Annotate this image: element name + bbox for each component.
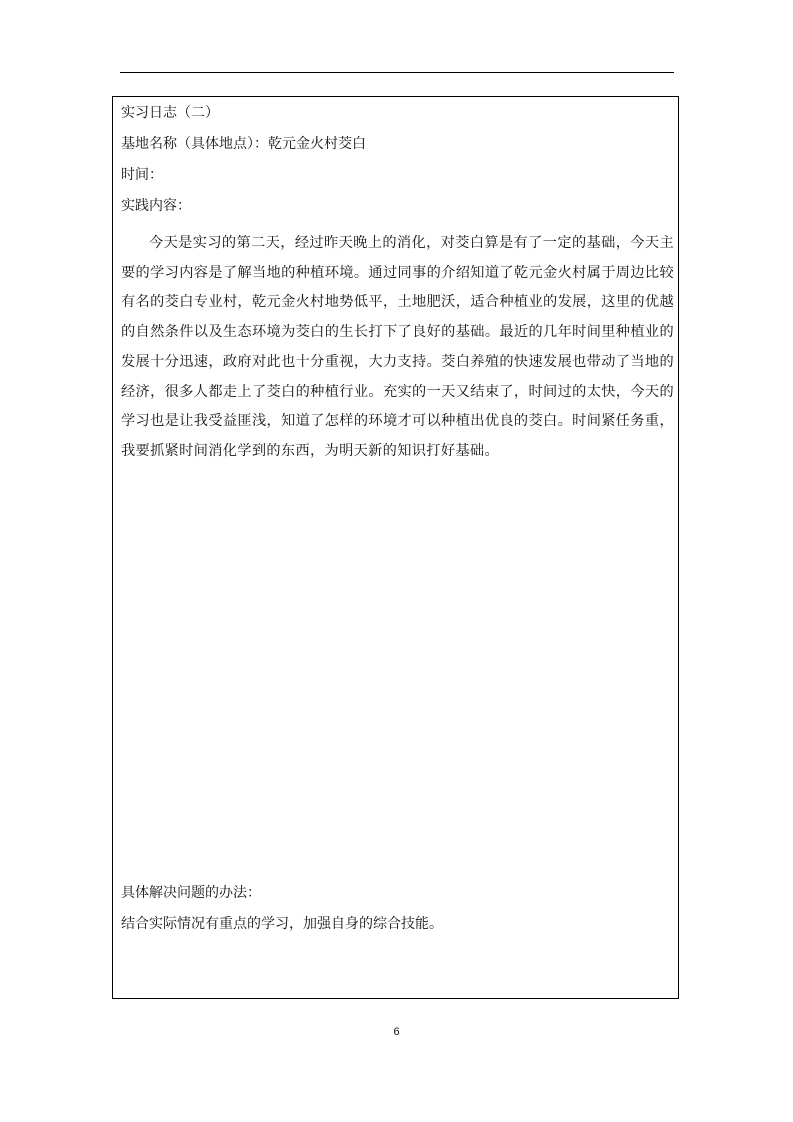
solution-label: 具体解决问题的办法： <box>121 885 261 901</box>
base-name-row <box>121 135 366 153</box>
solution-text: 结合实际情况有重点的学习，加强自身的综合技能。 <box>121 916 443 932</box>
log-table <box>112 96 679 999</box>
content-label: 实践内容： <box>121 198 191 214</box>
log-title: 实习日志（二） <box>121 105 219 121</box>
header-rule <box>120 72 674 73</box>
content-text: 今天是实习的第二天，经过昨天晚上的消化，对茭白算是有了一定的基础，今天主要的学习内容是了解当地的种植环境。通过同事的介绍知道了乾元金火村属于周边比较有名的茭白专业村，乾元金火村地势低平，土地肥沃，适合种植业的发展，这里的优越的自然条件以及生态环境为茭白的生长打下了良好的基础。最近的几年时间里种植业的发展十分迅速，政府对此也十分重视，大力支持。茭白养殖的快速发展也带动了当地的经济，很多人都走上了茭白的种植行业。充实的一天又结束了，时间过的太快，今天的学习也是让我受益匪浅，知道了怎样的环境才可以种植出优良的茭白。时间紧任务重，我要抓紧时间消化学到的东西，为明天新的知识打好基础。 <box>121 235 674 459</box>
base-name-label: 基地名称（具体地点）： <box>121 136 268 152</box>
time-label: 时间： <box>121 167 163 183</box>
page-number: 6 <box>393 1026 400 1038</box>
base-name-value: 乾元金火村茭白 <box>268 136 366 152</box>
